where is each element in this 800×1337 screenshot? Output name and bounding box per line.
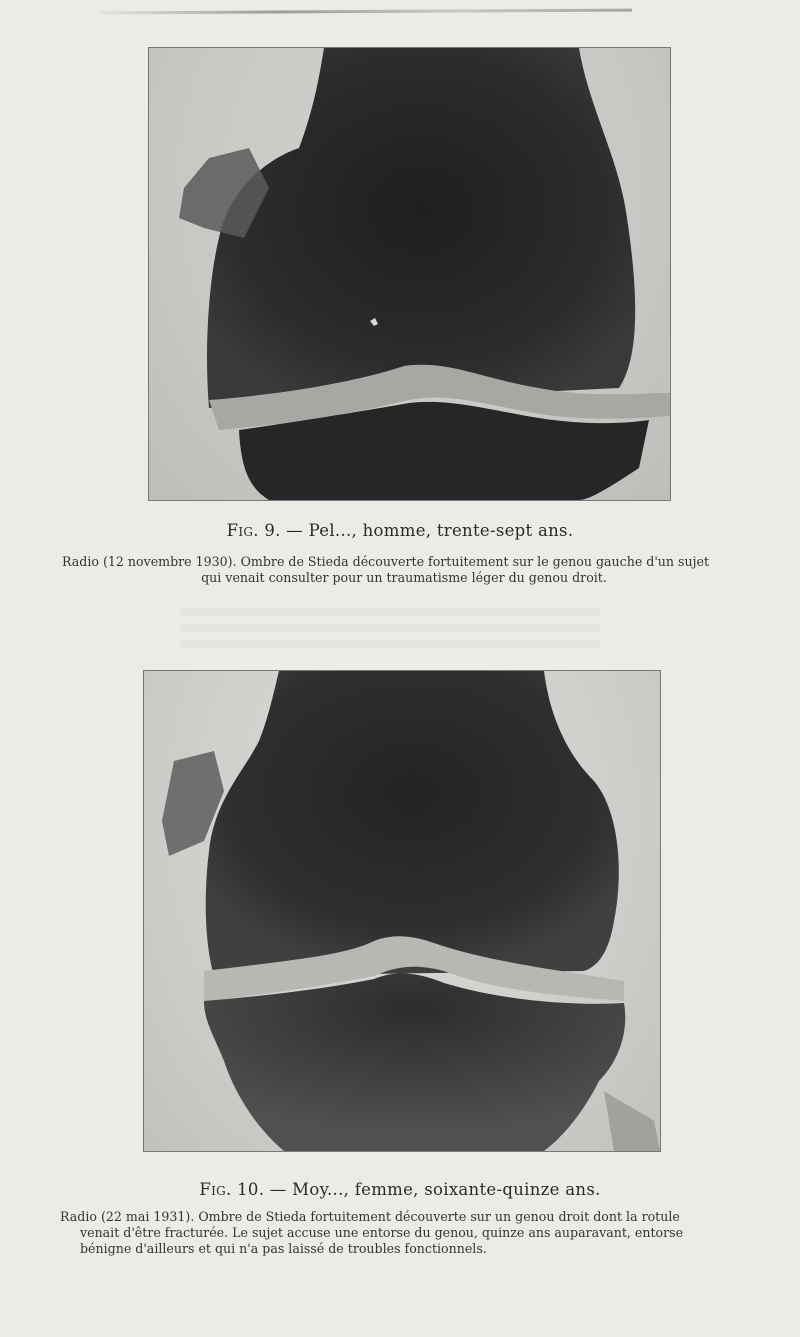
- fig9-knee-xray-image: [149, 48, 670, 500]
- fig10-label: Fig. 10.: [199, 1180, 265, 1199]
- fig10-caption-line1: Radio (22 mai 1931). Ombre de Stieda fortuitement découverte sur un genou droit dont la rotule: [60, 1209, 680, 1224]
- fig9-caption-line1: Radio (12 novembre 1930). Ombre de Stieda découverte fortuitement sur le genou gauche d'un sujet: [62, 554, 710, 569]
- fig9-title: [0, 521, 800, 540]
- fig9-label: Fig. 9.: [226, 521, 281, 540]
- fig10-caption-line2: venait d'être fracturée. Le sujet accuse une entorse du genou, quinze ans auparavant, entorse: [80, 1225, 684, 1240]
- fig10-title-text: — Moy..., femme, soixante-quinze ans.: [264, 1180, 601, 1199]
- fig10-caption: [60, 1209, 748, 1257]
- fig10-caption-line3: bénigne d'ailleurs et qui n'a pas laissé de troubles fonctionnels.: [80, 1241, 487, 1256]
- fig10-radiograph: [143, 670, 661, 1152]
- fig9-caption-line2: qui venait consulter pour un traumatisme léger du genou droit.: [201, 570, 607, 585]
- show-through-shadow: [180, 608, 600, 648]
- fig10-knee-xray-image: [144, 671, 660, 1151]
- fig9-caption: [62, 554, 746, 586]
- fig9-radiograph: [148, 47, 671, 501]
- page-top-rule: [100, 9, 632, 15]
- fig10-title: [0, 1180, 800, 1199]
- fig9-title-text: — Pel..., homme, trente-sept ans.: [280, 521, 574, 540]
